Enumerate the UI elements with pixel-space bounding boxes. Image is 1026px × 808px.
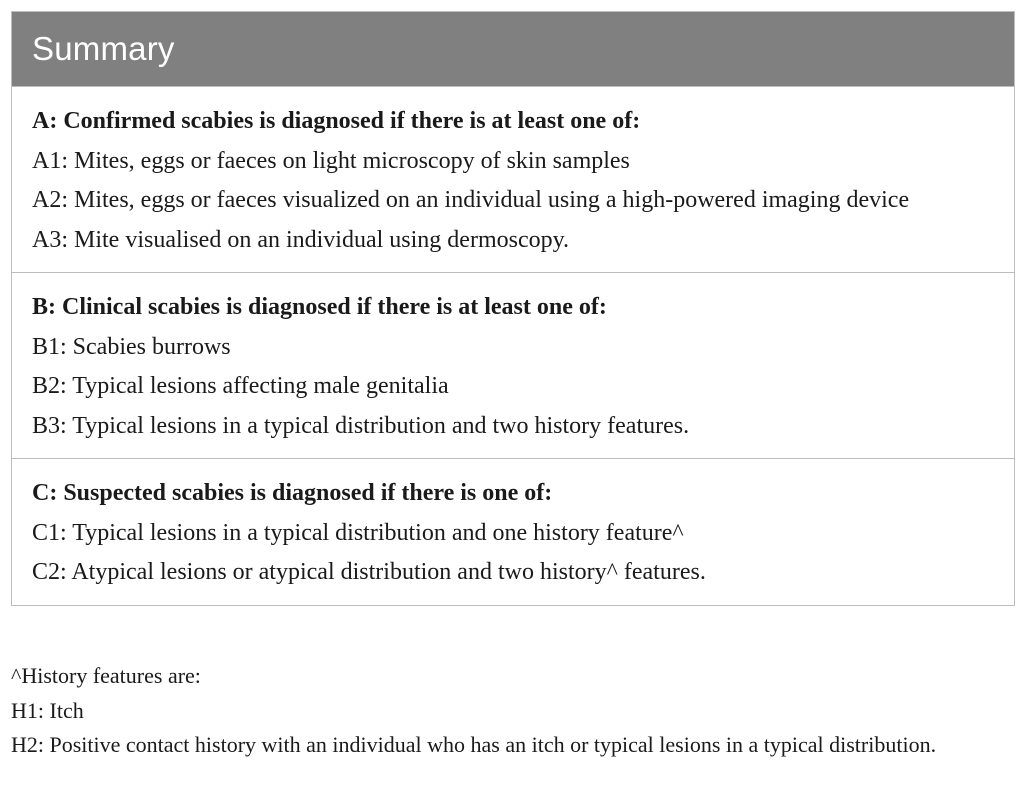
list-item: B1: Scabies burrows [32,333,231,360]
section-heading: A: Confirmed scabies is diagnosed if there is at least one of: [32,108,641,134]
table-title: Summary [32,30,175,67]
footnote-item: H2: Positive contact history with an individual who has an itch or typical lesions in a typical distribution. [11,732,937,757]
list-item: B2: Typical lesions affecting male genitalia [32,373,449,399]
list-item: A3: Mite visualised on an individual using dermoscopy. [32,226,570,253]
section-clinical [12,272,1014,458]
list-item: C2: Atypical lesions or atypical distribution and two history^ features. [32,559,706,585]
footnote-intro: ^History features are: [11,663,201,688]
section-confirmed [12,86,1014,272]
section-heading: B: Clinical scabies is diagnosed if there is at least one of: [32,294,607,320]
table-header [12,12,1014,86]
section-suspected [12,458,1014,605]
summary-table [11,11,1015,606]
list-item: A1: Mites, eggs or faeces on light microscopy of skin samples [32,147,630,174]
footnote-item: H1: Itch [11,697,84,723]
table-footnote [11,659,1015,763]
list-item: A2: Mites, eggs or faeces visualized on an individual using a high-powered imaging device [32,187,910,213]
list-item: C1: Typical lesions in a typical distribution and one history feature^ [32,519,684,546]
list-item: B3: Typical lesions in a typical distribution and two history features. [32,412,690,439]
section-heading: C: Suspected scabies is diagnosed if there is one of: [32,480,553,506]
